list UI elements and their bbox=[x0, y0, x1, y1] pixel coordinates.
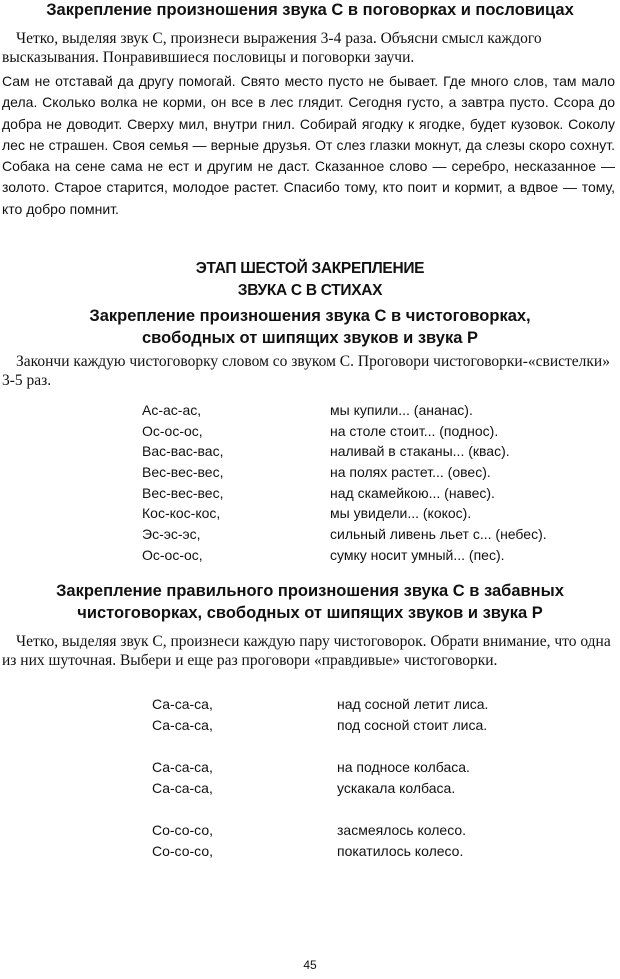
twister-start: Вес-вес-вес, bbox=[142, 484, 224, 501]
twister-start: Вес-вес-вес, bbox=[142, 464, 224, 481]
proverbs-paragraph: Сам не отставай да другу помогай. Свято место пусто не бывает. Где много слов, там мало дела. Сколько волка не корми, он все в лес глядит. Сегодня густо, а завтра пусто. Ссора до добра не доводит. Сверху мил, внутри гнил. Собирай ягодку к ягодке, будет кузовок. Соколу лес не страшен. Своя семья — верные друзья. От слез глазки мокнут, да слезы скоро сохнут. Собака на сене сама не ест и другим не даст. Сказанное слово — серебро, несказанное — золото. Старое старится, молодое растет. Спасибо тому, кто поит и кормит, а вдвое — тому, кто добро помнит. bbox=[2, 73, 615, 217]
section3-title-line1: Закрепление правильного произношения звука С в забавных bbox=[56, 582, 564, 600]
twister-start: Эс-эс-эс, bbox=[142, 526, 201, 543]
twister-end: мы увидели... (кокос). bbox=[330, 505, 472, 522]
twister-end: покатилось колесо. bbox=[337, 843, 464, 859]
twister-start: Ос-ос-ос, bbox=[142, 422, 203, 439]
twister-end: наливай в стаканы... (квас). bbox=[330, 443, 510, 460]
twister-end: над скамейкою... (навес). bbox=[330, 484, 495, 501]
twister-start: Со-со-со, bbox=[152, 843, 213, 859]
twister-end: на полях растет... (овес). bbox=[330, 464, 491, 481]
twister-end: над сосной летит лиса. bbox=[337, 696, 489, 712]
section3-instruction: Четко, выделяя звук С, произнеси каждую пару чистоговорок. Обрати внимание, что одна из них шуточная. Выбери и еще раз проговори «правдивые» чистоговорки. bbox=[2, 633, 611, 669]
twister-start: Са-са-са, bbox=[152, 717, 213, 733]
twister-start: Са-са-са, bbox=[152, 780, 213, 796]
section1-title: Закрепление произношения звука С в поговорках и пословицах bbox=[46, 1, 574, 19]
twister-end: ускакала колбаса. bbox=[337, 780, 456, 796]
twister-start: Ос-ос-ос, bbox=[142, 546, 203, 563]
twister-end: на столе стоит... (поднос). bbox=[330, 422, 499, 439]
twister-end: на подносе колбаса. bbox=[337, 759, 470, 775]
twister-end: сумку носит умный... (пес). bbox=[330, 546, 505, 563]
twister-end: засмеялось колесо. bbox=[337, 822, 467, 838]
stage-heading-line1: ЭТАП ШЕСТОЙ ЗАКРЕПЛЕНИЕ bbox=[195, 260, 425, 277]
twister-end: под сосной стоит лиса. bbox=[337, 717, 488, 733]
section2-title bbox=[0, 305, 620, 349]
section2-title-line1: Закрепление произношения звука С в чистоговорках, bbox=[89, 307, 531, 325]
twister-start: Вас-вас-вас, bbox=[142, 443, 224, 460]
section2-title-line2: свободных от шипящих звуков и звука Р bbox=[142, 329, 478, 347]
stage-heading bbox=[0, 258, 620, 302]
twister-start: Са-са-са, bbox=[152, 759, 213, 775]
section2-instruction: Закончи каждую чистоговорку словом со звуком С. Проговори чистоговорки-«свистелки» 3-5 раз. bbox=[2, 353, 610, 389]
page-number: 45 bbox=[303, 958, 317, 972]
twister-end: сильный ливень льет с... (небес). bbox=[330, 526, 547, 543]
twister-start: Кос-кос-кос, bbox=[142, 505, 221, 522]
twister-start: Со-со-со, bbox=[152, 822, 213, 838]
section3-title bbox=[0, 580, 620, 624]
twister-start: Са-са-са, bbox=[152, 696, 213, 712]
section1-instruction: Четко, выделяя звук С, произнеси выражения 3-4 раза. Объясни смысл каждого высказывания. Понравившиеся пословицы и поговорки заучи. bbox=[2, 30, 542, 66]
stage-heading-line2: ЗВУКА С В СТИХАХ bbox=[237, 282, 383, 299]
section3-title-line2: чистоговорках, свободных от шипящих звуков и звука Р bbox=[77, 604, 543, 622]
twister-end: мы купили... (ананас). bbox=[330, 402, 473, 418]
twister-start: Ас-ас-ас, bbox=[142, 402, 202, 418]
